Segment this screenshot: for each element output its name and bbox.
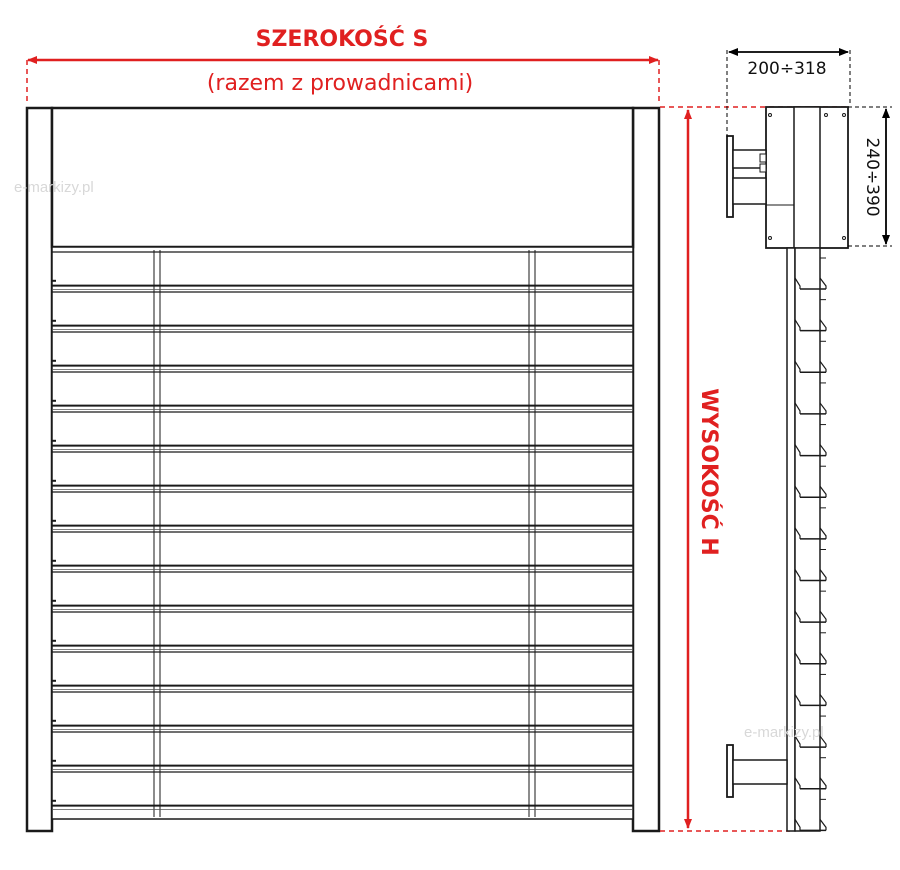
box-height-range-label: 240÷390: [862, 137, 882, 217]
watermark-front: e-markizy.pl: [14, 179, 94, 196]
wall-bracket-top: [727, 136, 733, 217]
right-guide-rail: [633, 108, 659, 831]
cassette-box: [52, 108, 633, 247]
width-subtitle: (razem z prowadnicami): [206, 71, 474, 96]
front-view: [27, 108, 659, 831]
wall-bracket-bottom: [727, 745, 733, 797]
watermark-side: e-markizy.pl: [744, 724, 824, 741]
left-guide-rail: [27, 108, 52, 831]
slat-panel: [52, 247, 633, 819]
side-view: [727, 107, 848, 831]
width-title: SZEROKOŚĆ S: [255, 27, 429, 52]
side-guide-rail: [787, 248, 795, 831]
depth-range-label: 200÷318: [747, 59, 827, 79]
height-title: WYSOKOŚĆ H: [696, 388, 721, 556]
